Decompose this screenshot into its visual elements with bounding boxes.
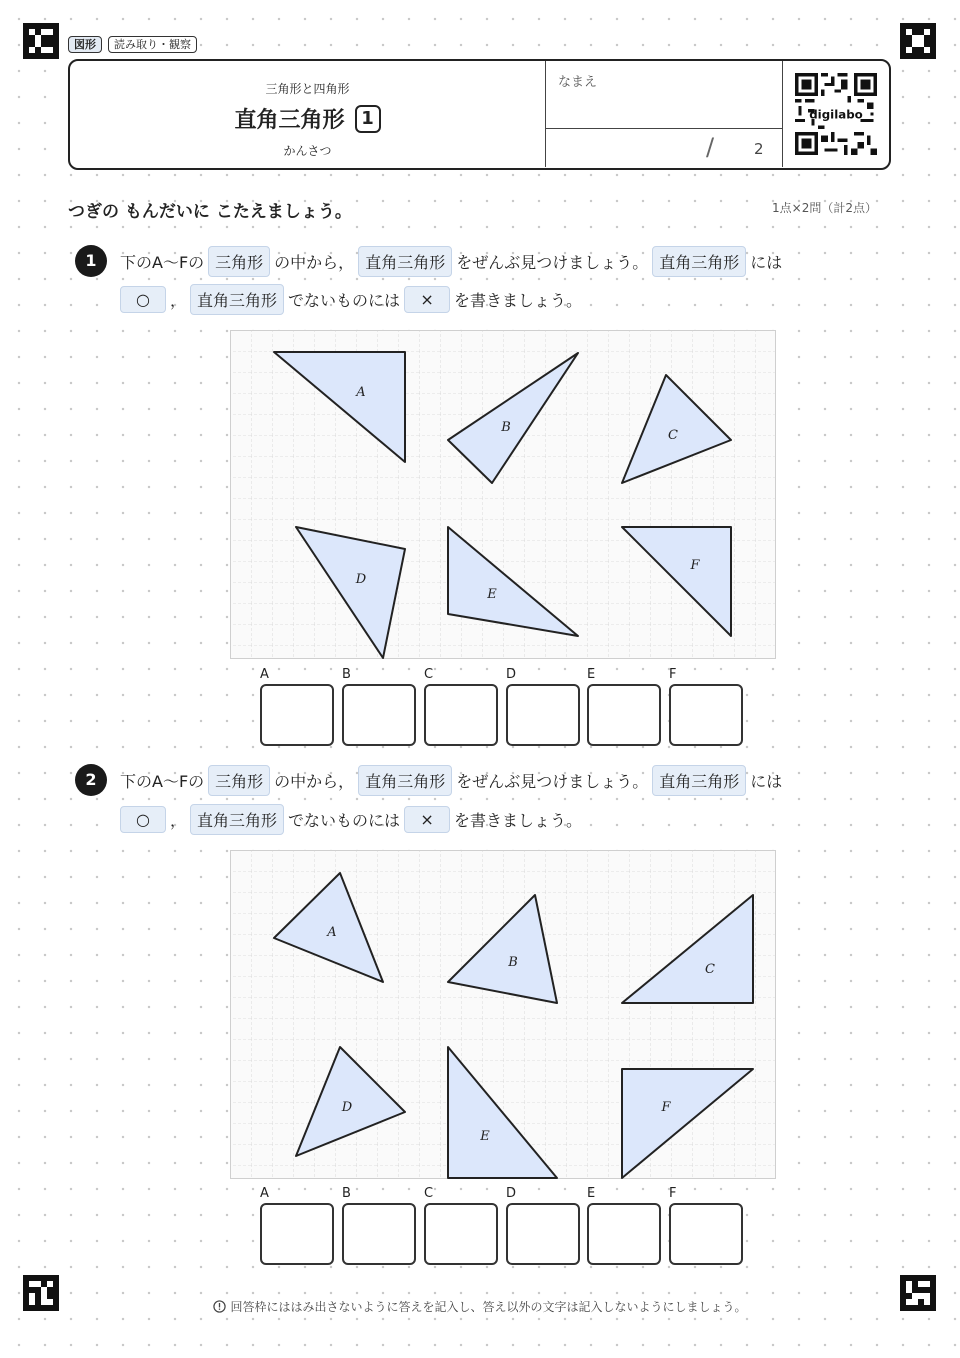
- q1-answer-label-f: F: [669, 667, 677, 682]
- q2-answer-box-f[interactable]: [669, 1203, 743, 1265]
- title-block: [70, 61, 546, 167]
- q1-answer-label-d: D: [506, 667, 517, 682]
- q1-triangle-label-b: B: [501, 420, 511, 435]
- question-2-figure: [230, 850, 776, 1180]
- q2-answer-box-d[interactable]: [506, 1203, 580, 1265]
- q2-text-post: には: [750, 772, 783, 791]
- corner-marker-top-right: [900, 23, 936, 59]
- q1-triangle-label-a: A: [356, 385, 366, 400]
- q1-answer-box-e[interactable]: [587, 684, 661, 746]
- q2-answer-box-b[interactable]: [342, 1203, 416, 1265]
- unit-subtitle: 三角形と四角形: [265, 82, 350, 96]
- q1-answer-label-e: E: [587, 667, 596, 682]
- question-2-number: 2: [75, 764, 107, 796]
- q1-answer-box-c[interactable]: [424, 684, 498, 746]
- q1-answer-label-a: A: [260, 667, 269, 682]
- qr-code-icon: [795, 73, 877, 155]
- q1-text-pre: 下のA〜Fの: [120, 253, 205, 272]
- points-text: 1点×2問（計2点）: [772, 201, 877, 215]
- worksheet-header: [68, 59, 891, 170]
- q2-answer-box-e[interactable]: [587, 1203, 661, 1265]
- page-title: 直角三角形: [234, 108, 345, 133]
- q2-text-mid1: の中から，: [274, 772, 355, 791]
- q2-answer-label-e: E: [587, 1186, 596, 1201]
- q2-answer-label-a: A: [260, 1186, 269, 1201]
- q2-text-mid2: をぜんぶ見つけましょう。: [456, 772, 649, 791]
- q2-answer-label-f: F: [669, 1186, 677, 1201]
- q2-circle-symbol: ○: [120, 806, 166, 833]
- q1-answer-box-b[interactable]: [342, 684, 416, 746]
- q2-keyword-triangle: 三角形: [208, 765, 270, 796]
- footer-note: [0, 1298, 960, 1315]
- page-title-row: [70, 103, 545, 134]
- q1-answer-label-b: B: [342, 667, 351, 682]
- q2-answer-label-b: B: [342, 1186, 351, 1201]
- q2-text-mid3: でないものには: [288, 811, 401, 830]
- question-2-line-1: [120, 765, 782, 796]
- q1-triangle-label-c: C: [668, 428, 678, 443]
- q2-text-pre: 下のA〜Fの: [120, 772, 205, 791]
- question-1-figure: [230, 330, 776, 660]
- qr-brand-text: digilabo: [809, 107, 863, 122]
- q2-comma: ，: [170, 811, 187, 830]
- q1-keyword-right-triangle-2: 直角三角形: [652, 246, 746, 277]
- q2-keyword-right-triangle-2: 直角三角形: [652, 765, 746, 796]
- footer-text: 回答枠にははみ出さないように答えを記入し、答え以外の文字は記入しないようにしましょう。: [230, 1300, 747, 1314]
- name-field[interactable]: [546, 61, 782, 129]
- corner-marker-top-left: [23, 23, 59, 59]
- score-slash: /: [706, 133, 715, 161]
- name-label: なまえ: [558, 75, 598, 90]
- q2-triangle-label-f: F: [661, 1100, 671, 1115]
- q1-answer-box-d[interactable]: [506, 684, 580, 746]
- q1-keyword-triangle: 三角形: [208, 246, 270, 277]
- q2-triangle-label-d: D: [341, 1100, 353, 1115]
- question-1-line-1: [120, 246, 782, 277]
- question-1-line-2: [120, 284, 582, 315]
- tag-group: [68, 36, 197, 53]
- info-icon: [213, 1300, 226, 1313]
- skill-tag: 読み取り・観察: [108, 36, 197, 53]
- q2-triangle-label-c: C: [705, 962, 715, 977]
- q1-answer-box-a[interactable]: [260, 684, 334, 746]
- q2-answer-box-a[interactable]: [260, 1203, 334, 1265]
- instruction-text: つぎの もんだいに こたえましょう。: [68, 202, 352, 222]
- q1-text-mid2: をぜんぶ見つけましょう。: [456, 253, 649, 272]
- category-tag: 図形: [68, 36, 102, 53]
- q1-triangle-label-f: F: [690, 558, 700, 573]
- q2-answer-label-c: C: [424, 1186, 434, 1201]
- q2-triangle-label-e: E: [480, 1129, 490, 1144]
- worksheet-type: かんさつ: [283, 144, 332, 158]
- question-2-line-2: [120, 804, 582, 835]
- qr-code-cell: [782, 61, 888, 167]
- q1-answer-label-c: C: [424, 667, 434, 682]
- worksheet-number: 1: [355, 105, 381, 133]
- q2-keyword-right-triangle: 直角三角形: [358, 765, 452, 796]
- q1-keyword-right-triangle-3: 直角三角形: [190, 284, 284, 315]
- q2-answer-label-d: D: [506, 1186, 517, 1201]
- q1-comma: ，: [170, 291, 187, 310]
- q2-cross-symbol: ×: [404, 806, 450, 833]
- q2-triangle-label-b: B: [508, 955, 518, 970]
- q2-answer-box-c[interactable]: [424, 1203, 498, 1265]
- q1-circle-symbol: ○: [120, 286, 166, 313]
- q1-text-post: には: [750, 253, 783, 272]
- q1-triangle-label-e: E: [487, 587, 497, 602]
- q1-cross-symbol: ×: [404, 286, 450, 313]
- q2-text-post2: を書きましょう。: [454, 811, 583, 830]
- q2-keyword-right-triangle-3: 直角三角形: [190, 804, 284, 835]
- q1-text-mid3: でないものには: [288, 291, 401, 310]
- q2-triangle-label-a: A: [327, 925, 337, 940]
- q1-triangle-label-d: D: [355, 572, 367, 587]
- score-total: 2: [754, 140, 764, 158]
- question-1-number: 1: [75, 245, 107, 277]
- q1-keyword-right-triangle: 直角三角形: [358, 246, 452, 277]
- q1-answer-box-f[interactable]: [669, 684, 743, 746]
- q1-text-mid1: の中から，: [274, 253, 355, 272]
- q1-text-post2: を書きましょう。: [454, 291, 583, 310]
- score-field[interactable]: [546, 129, 782, 167]
